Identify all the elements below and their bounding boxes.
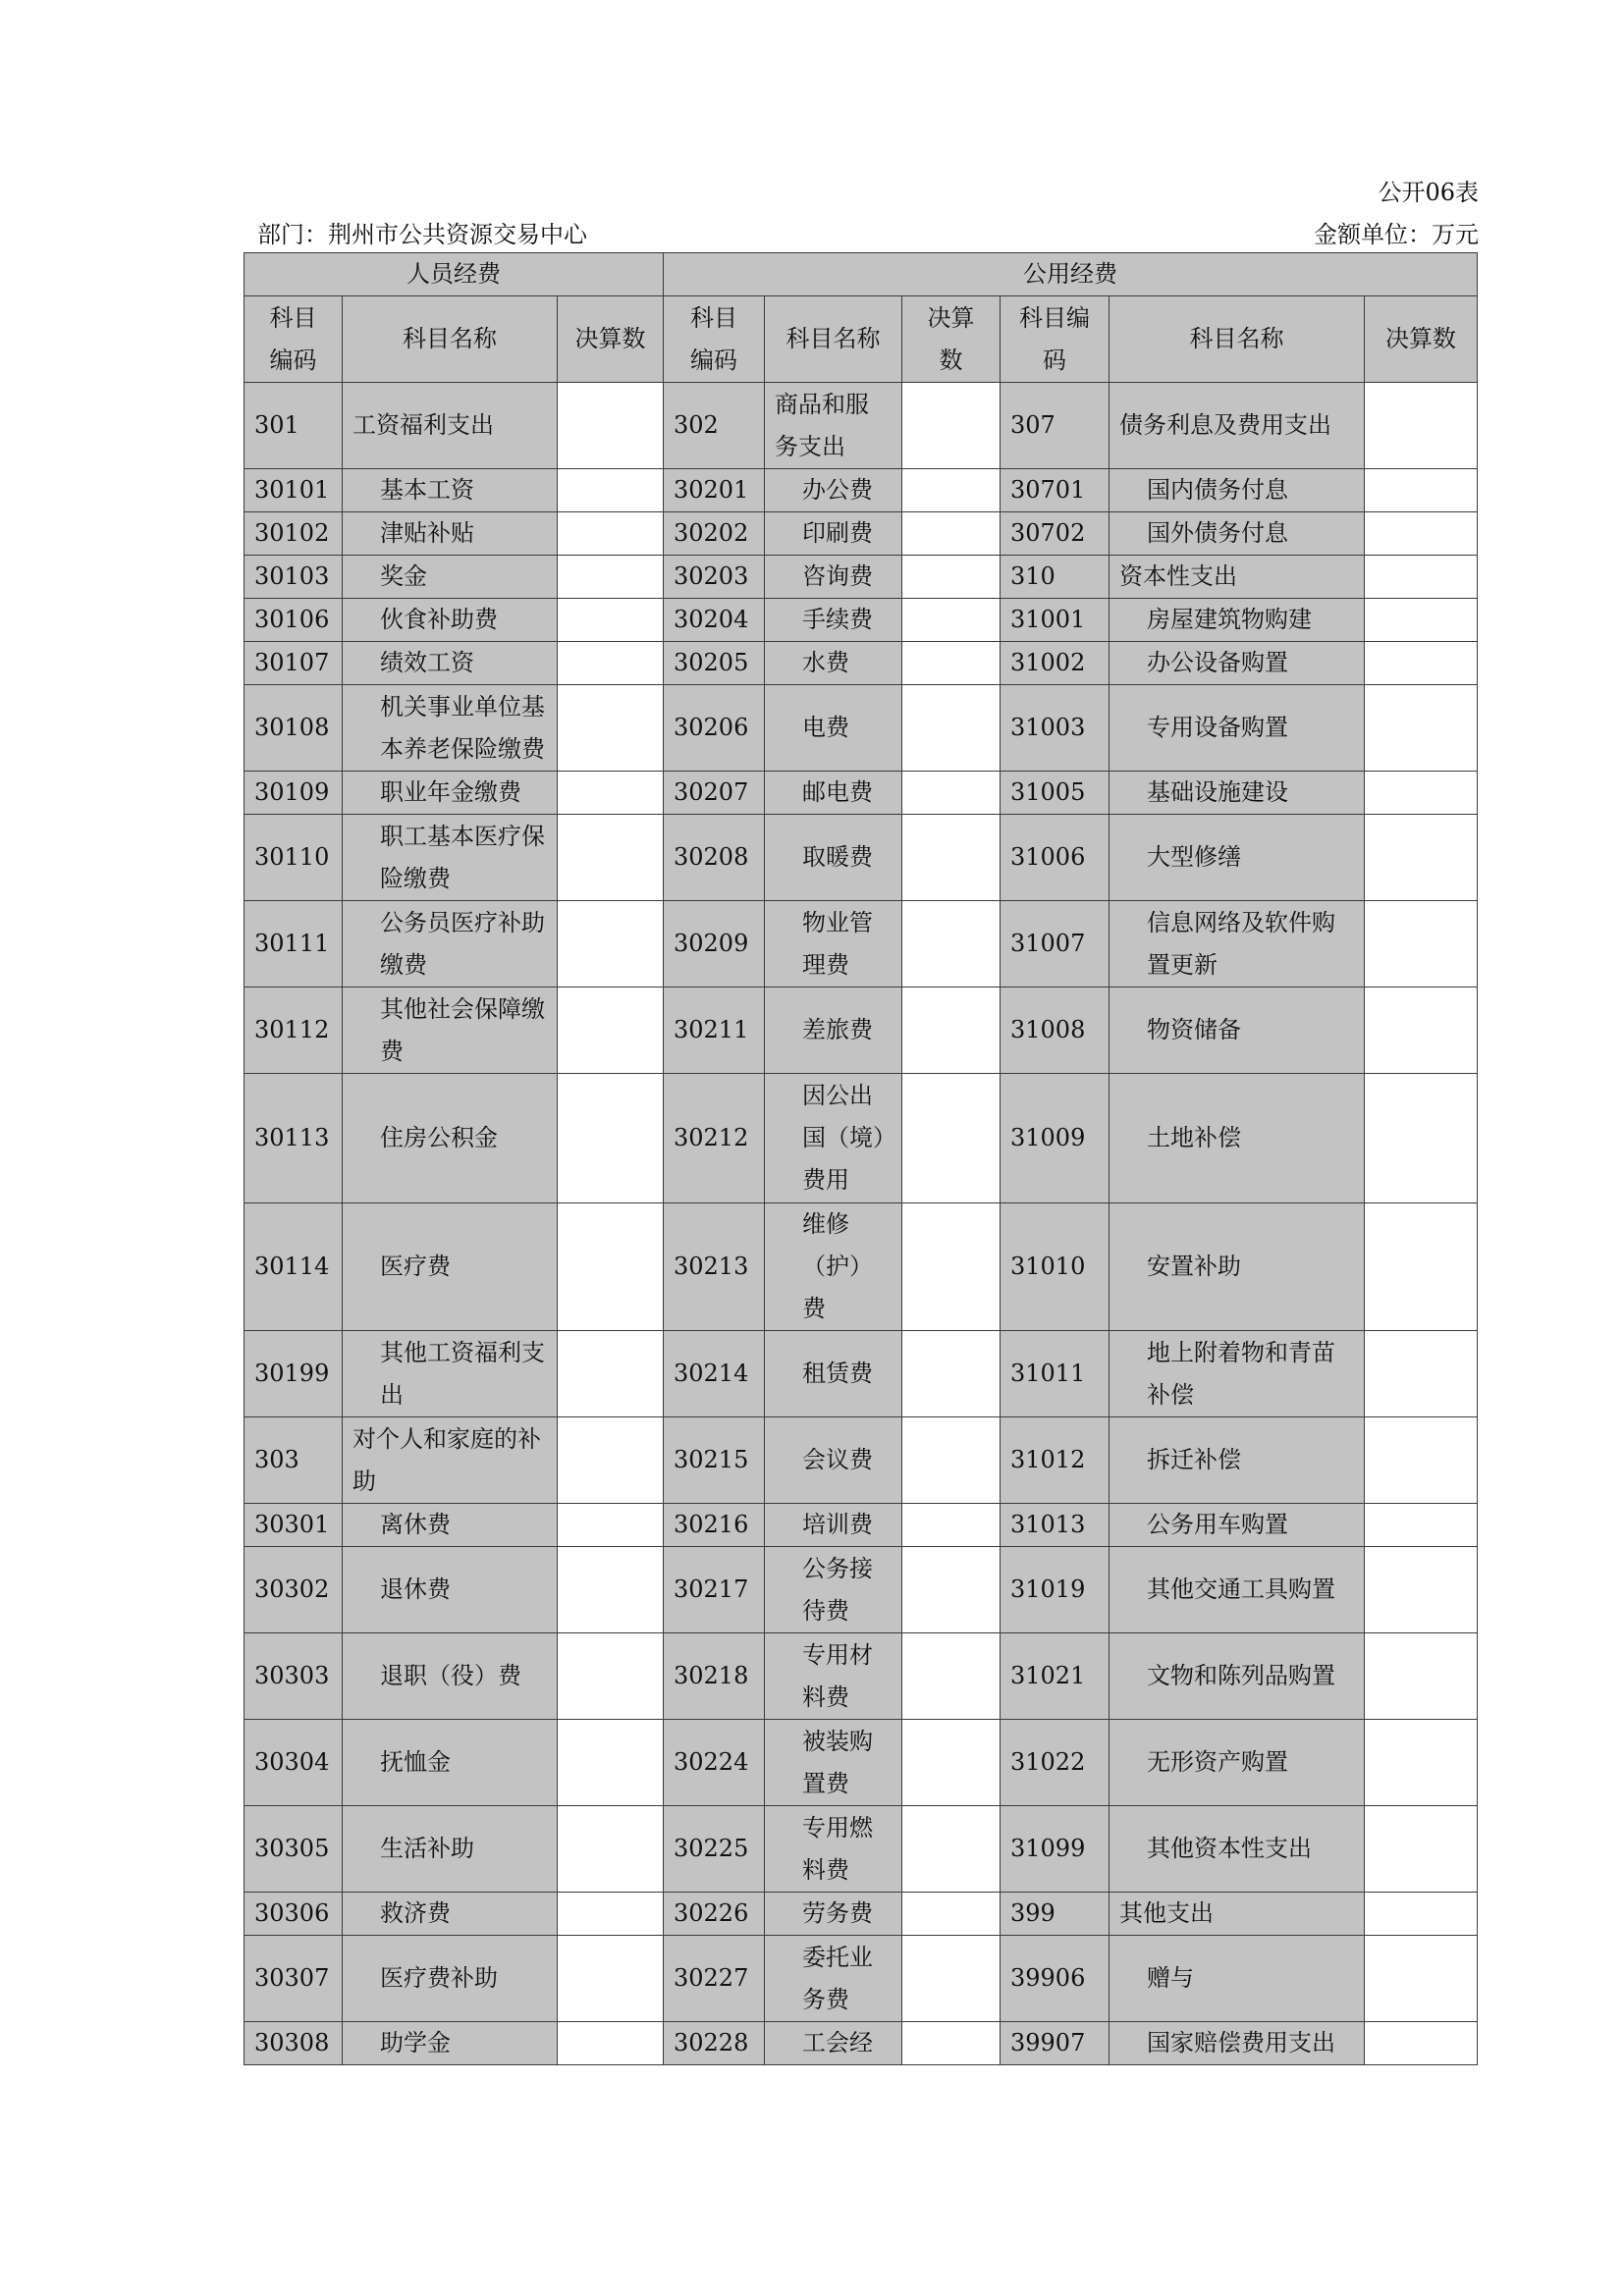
name-cell: 水费	[765, 642, 902, 685]
table-row	[244, 1720, 1478, 1806]
amount-cell	[558, 512, 664, 556]
code-cell: 31011	[1001, 1331, 1110, 1417]
code-cell: 30110	[244, 815, 343, 901]
code-cell: 30204	[664, 599, 765, 642]
name-cell: 咨询费	[765, 556, 902, 599]
code-cell: 31008	[1001, 988, 1110, 1074]
amount-cell	[1365, 383, 1478, 469]
name-cell: 工会经	[765, 2022, 902, 2065]
code-cell: 30228	[664, 2022, 765, 2065]
code-cell: 31010	[1001, 1203, 1110, 1331]
table-row	[244, 901, 1478, 988]
code-cell: 30212	[664, 1074, 765, 1203]
name-cell: 印刷费	[765, 512, 902, 556]
name-cell: 土地补偿	[1110, 1074, 1365, 1203]
table-row	[244, 815, 1478, 901]
name-cell: 资本性支出	[1110, 556, 1365, 599]
name-cell: 其他社会保障缴费	[343, 988, 558, 1074]
amount-cell	[558, 383, 664, 469]
name-cell: 基本工资	[343, 469, 558, 512]
code-cell: 30213	[664, 1203, 765, 1331]
amount-cell	[1365, 772, 1478, 815]
amount-cell	[558, 1074, 664, 1203]
name-cell: 基础设施建设	[1110, 772, 1365, 815]
amount-cell	[558, 1936, 664, 2022]
col-header-name: 科目名称	[1110, 296, 1365, 383]
col-header-name: 科目名称	[343, 296, 558, 383]
table-row	[244, 685, 1478, 772]
table-row	[244, 556, 1478, 599]
name-cell: 因公出国（境）费用	[765, 1074, 902, 1203]
amount-cell	[558, 1417, 664, 1504]
amount-cell	[1365, 642, 1478, 685]
amount-cell	[1365, 512, 1478, 556]
amount-cell	[1365, 1936, 1478, 2022]
amount-unit-label: 金额单位：万元	[1314, 221, 1479, 248]
name-cell: 大型修缮	[1110, 815, 1365, 901]
group-header-public: 公用经费	[664, 253, 1478, 296]
table-row	[244, 1074, 1478, 1203]
amount-cell	[558, 1504, 664, 1547]
code-cell: 30304	[244, 1720, 343, 1806]
code-cell: 30226	[664, 1893, 765, 1936]
name-cell: 职业年金缴费	[343, 772, 558, 815]
table-body	[244, 383, 1478, 2065]
code-cell: 30109	[244, 772, 343, 815]
code-cell: 30702	[1001, 512, 1110, 556]
amount-cell	[902, 1936, 1001, 2022]
code-cell: 399	[1001, 1893, 1110, 1936]
amount-cell	[902, 685, 1001, 772]
amount-cell	[558, 1331, 664, 1417]
name-cell: 邮电费	[765, 772, 902, 815]
code-cell: 30205	[664, 642, 765, 685]
name-cell: 维修（护）费	[765, 1203, 902, 1331]
code-cell: 31099	[1001, 1806, 1110, 1893]
code-cell: 30209	[664, 901, 765, 988]
code-cell: 30207	[664, 772, 765, 815]
code-cell: 30107	[244, 642, 343, 685]
name-cell: 培训费	[765, 1504, 902, 1547]
amount-cell	[1365, 1720, 1478, 1806]
amount-cell	[558, 642, 664, 685]
code-cell: 30217	[664, 1547, 765, 1633]
code-cell: 30101	[244, 469, 343, 512]
code-cell: 303	[244, 1417, 343, 1504]
code-cell: 30227	[664, 1936, 765, 2022]
amount-cell	[902, 815, 1001, 901]
code-cell: 30103	[244, 556, 343, 599]
code-cell: 30102	[244, 512, 343, 556]
name-cell: 国内债务付息	[1110, 469, 1365, 512]
code-cell: 30307	[244, 1936, 343, 2022]
code-cell: 30305	[244, 1806, 343, 1893]
table-row	[244, 1547, 1478, 1633]
code-cell: 30201	[664, 469, 765, 512]
amount-cell	[1365, 1504, 1478, 1547]
code-cell: 31006	[1001, 815, 1110, 901]
name-cell: 差旅费	[765, 988, 902, 1074]
table-row	[244, 512, 1478, 556]
name-cell: 文物和陈列品购置	[1110, 1633, 1365, 1720]
name-cell: 专用燃料费	[765, 1806, 902, 1893]
code-cell: 307	[1001, 383, 1110, 469]
code-cell: 301	[244, 383, 343, 469]
amount-cell	[902, 469, 1001, 512]
code-cell: 30112	[244, 988, 343, 1074]
name-cell: 委托业务费	[765, 1936, 902, 2022]
name-cell: 会议费	[765, 1417, 902, 1504]
name-cell: 救济费	[343, 1893, 558, 1936]
name-cell: 工资福利支出	[343, 383, 558, 469]
name-cell: 取暖费	[765, 815, 902, 901]
amount-cell	[1365, 2022, 1478, 2065]
amount-cell	[558, 1806, 664, 1893]
table-row	[244, 383, 1478, 469]
amount-cell	[558, 1633, 664, 1720]
amount-cell	[902, 1417, 1001, 1504]
name-cell: 医疗费	[343, 1203, 558, 1331]
table-row	[244, 599, 1478, 642]
code-cell: 30308	[244, 2022, 343, 2065]
amount-cell	[902, 988, 1001, 1074]
name-cell: 房屋建筑物购建	[1110, 599, 1365, 642]
amount-cell	[902, 1893, 1001, 1936]
amount-cell	[558, 815, 664, 901]
name-cell: 对个人和家庭的补助	[343, 1417, 558, 1504]
name-cell: 机关事业单位基本养老保险缴费	[343, 685, 558, 772]
amount-cell	[1365, 556, 1478, 599]
code-cell: 31013	[1001, 1504, 1110, 1547]
code-cell: 30202	[664, 512, 765, 556]
amount-cell	[558, 1893, 664, 1936]
code-cell: 30218	[664, 1633, 765, 1720]
name-cell: 公务用车购置	[1110, 1504, 1365, 1547]
col-header-amount: 决算数	[558, 296, 664, 383]
name-cell: 国家赔偿费用支出	[1110, 2022, 1365, 2065]
group-header-personnel: 人员经费	[244, 253, 664, 296]
name-cell: 被装购置费	[765, 1720, 902, 1806]
table-row	[244, 1504, 1478, 1547]
amount-cell	[558, 599, 664, 642]
amount-cell	[1365, 1331, 1478, 1417]
amount-cell	[902, 1720, 1001, 1806]
col-header-code: 科目 编码	[664, 296, 765, 383]
code-cell: 30214	[664, 1331, 765, 1417]
amount-cell	[1365, 815, 1478, 901]
name-cell: 办公设备购置	[1110, 642, 1365, 685]
code-cell: 30301	[244, 1504, 343, 1547]
amount-cell	[558, 901, 664, 988]
code-cell: 31001	[1001, 599, 1110, 642]
expenditure-table	[244, 252, 1478, 2065]
code-cell: 30203	[664, 556, 765, 599]
name-cell: 退职（役）费	[343, 1633, 558, 1720]
col-header-amount: 决算 数	[902, 296, 1001, 383]
amount-cell	[902, 1806, 1001, 1893]
amount-cell	[902, 1547, 1001, 1633]
code-cell: 30701	[1001, 469, 1110, 512]
name-cell: 办公费	[765, 469, 902, 512]
amount-cell	[902, 383, 1001, 469]
code-cell: 31021	[1001, 1633, 1110, 1720]
name-cell: 奖金	[343, 556, 558, 599]
name-cell: 住房公积金	[343, 1074, 558, 1203]
code-cell: 31012	[1001, 1417, 1110, 1504]
amount-cell	[902, 901, 1001, 988]
amount-cell	[558, 1547, 664, 1633]
name-cell: 商品和服务支出	[765, 383, 902, 469]
name-cell: 伙食补助费	[343, 599, 558, 642]
table-row	[244, 469, 1478, 512]
amount-cell	[902, 1504, 1001, 1547]
name-cell: 赠与	[1110, 1936, 1365, 2022]
code-cell: 30199	[244, 1331, 343, 1417]
code-cell: 39907	[1001, 2022, 1110, 2065]
code-cell: 30206	[664, 685, 765, 772]
code-cell: 31019	[1001, 1547, 1110, 1633]
name-cell: 医疗费补助	[343, 1936, 558, 2022]
name-cell: 公务接待费	[765, 1547, 902, 1633]
amount-cell	[902, 2022, 1001, 2065]
code-cell: 30211	[664, 988, 765, 1074]
code-cell: 310	[1001, 556, 1110, 599]
code-cell: 302	[664, 383, 765, 469]
code-cell: 31005	[1001, 772, 1110, 815]
amount-cell	[1365, 1074, 1478, 1203]
name-cell: 手续费	[765, 599, 902, 642]
name-cell: 其他资本性支出	[1110, 1806, 1365, 1893]
name-cell: 职工基本医疗保险缴费	[343, 815, 558, 901]
table-row	[244, 1633, 1478, 1720]
col-header-amount: 决算数	[1365, 296, 1478, 383]
name-cell: 其他工资福利支出	[343, 1331, 558, 1417]
name-cell: 其他交通工具购置	[1110, 1547, 1365, 1633]
name-cell: 物资储备	[1110, 988, 1365, 1074]
amount-cell	[902, 1633, 1001, 1720]
table-row	[244, 1203, 1478, 1331]
amount-cell	[558, 556, 664, 599]
code-cell: 30111	[244, 901, 343, 988]
table-row	[244, 1331, 1478, 1417]
amount-cell	[902, 1331, 1001, 1417]
amount-cell	[558, 988, 664, 1074]
amount-cell	[558, 469, 664, 512]
code-cell: 30215	[664, 1417, 765, 1504]
name-cell: 信息网络及软件购置更新	[1110, 901, 1365, 988]
amount-cell	[1365, 1633, 1478, 1720]
department-label: 部门：荆州市公共资源交易中心	[257, 221, 587, 248]
amount-cell	[902, 599, 1001, 642]
code-cell: 30106	[244, 599, 343, 642]
amount-cell	[558, 685, 664, 772]
amount-cell	[1365, 599, 1478, 642]
table-row	[244, 988, 1478, 1074]
code-cell: 30108	[244, 685, 343, 772]
table-row	[244, 1806, 1478, 1893]
name-cell: 安置补助	[1110, 1203, 1365, 1331]
code-cell: 31009	[1001, 1074, 1110, 1203]
name-cell: 电费	[765, 685, 902, 772]
name-cell: 抚恤金	[343, 1720, 558, 1806]
table-row	[244, 1893, 1478, 1936]
amount-cell	[558, 772, 664, 815]
code-cell: 30216	[664, 1504, 765, 1547]
amount-cell	[1365, 1806, 1478, 1893]
table-row	[244, 642, 1478, 685]
code-cell: 30113	[244, 1074, 343, 1203]
name-cell: 其他支出	[1110, 1893, 1365, 1936]
col-header-name: 科目名称	[765, 296, 902, 383]
code-cell: 31002	[1001, 642, 1110, 685]
code-cell: 30208	[664, 815, 765, 901]
code-cell: 31003	[1001, 685, 1110, 772]
name-cell: 助学金	[343, 2022, 558, 2065]
name-cell: 国外债务付息	[1110, 512, 1365, 556]
amount-cell	[1365, 1547, 1478, 1633]
name-cell: 专用设备购置	[1110, 685, 1365, 772]
amount-cell	[1365, 988, 1478, 1074]
col-header-code: 科目编码	[1001, 296, 1110, 383]
name-cell: 津贴补贴	[343, 512, 558, 556]
col-header-code: 科目 编码	[244, 296, 343, 383]
table-row	[244, 2022, 1478, 2065]
amount-cell	[1365, 1203, 1478, 1331]
name-cell: 拆迁补偿	[1110, 1417, 1365, 1504]
table-row	[244, 772, 1478, 815]
amount-cell	[1365, 685, 1478, 772]
code-cell: 31022	[1001, 1720, 1110, 1806]
name-cell: 离休费	[343, 1504, 558, 1547]
name-cell: 专用材料费	[765, 1633, 902, 1720]
amount-cell	[1365, 901, 1478, 988]
name-cell: 绩效工资	[343, 642, 558, 685]
amount-cell	[902, 772, 1001, 815]
table-row	[244, 1417, 1478, 1504]
name-cell: 无形资产购置	[1110, 1720, 1365, 1806]
amount-cell	[902, 1203, 1001, 1331]
amount-cell	[1365, 469, 1478, 512]
name-cell: 退休费	[343, 1547, 558, 1633]
code-cell: 30225	[664, 1806, 765, 1893]
name-cell: 债务利息及费用支出	[1110, 383, 1365, 469]
name-cell: 租赁费	[765, 1331, 902, 1417]
code-cell: 30224	[664, 1720, 765, 1806]
amount-cell	[902, 642, 1001, 685]
amount-cell	[558, 1720, 664, 1806]
name-cell: 劳务费	[765, 1893, 902, 1936]
amount-cell	[902, 556, 1001, 599]
amount-cell	[902, 512, 1001, 556]
amount-cell	[902, 1074, 1001, 1203]
name-cell: 地上附着物和青苗补偿	[1110, 1331, 1365, 1417]
code-cell: 30302	[244, 1547, 343, 1633]
code-cell: 31007	[1001, 901, 1110, 988]
name-cell: 生活补助	[343, 1806, 558, 1893]
form-number: 公开06表	[1378, 179, 1479, 206]
code-cell: 39906	[1001, 1936, 1110, 2022]
amount-cell	[558, 1203, 664, 1331]
name-cell: 物业管理费	[765, 901, 902, 988]
amount-cell	[1365, 1417, 1478, 1504]
code-cell: 30114	[244, 1203, 343, 1331]
code-cell: 30306	[244, 1893, 343, 1936]
table-row	[244, 1936, 1478, 2022]
amount-cell	[558, 2022, 664, 2065]
name-cell: 公务员医疗补助缴费	[343, 901, 558, 988]
amount-cell	[1365, 1893, 1478, 1936]
code-cell: 30303	[244, 1633, 343, 1720]
